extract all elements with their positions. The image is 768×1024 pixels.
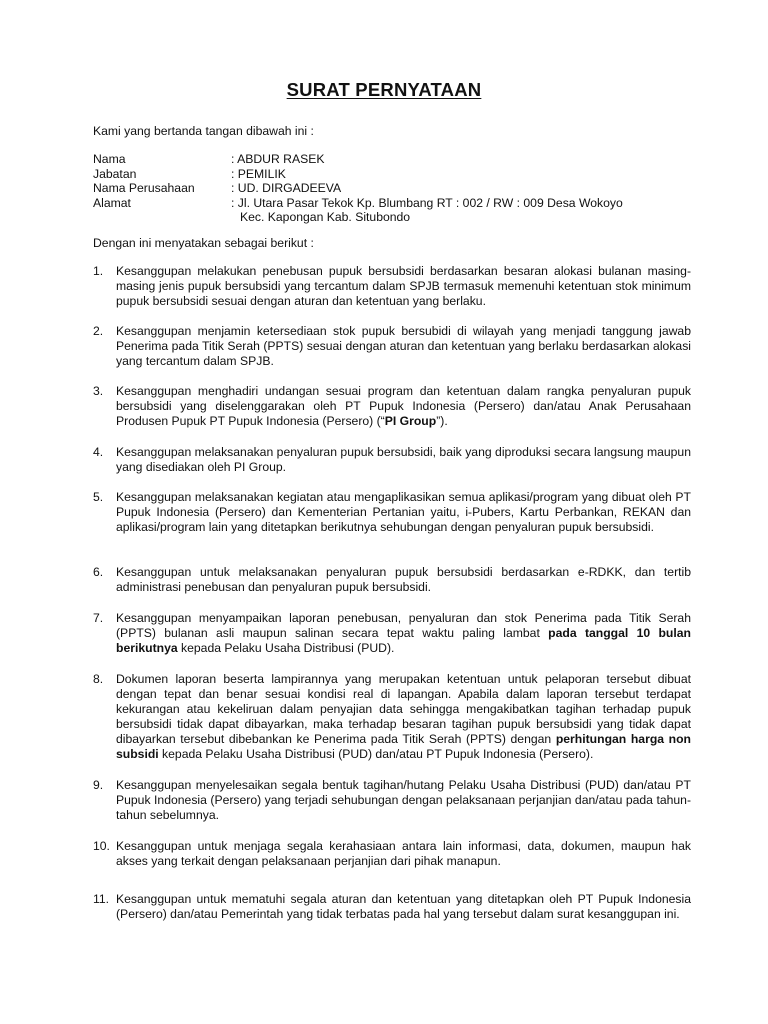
item-number: 5. xyxy=(93,490,104,504)
item-number: 6. xyxy=(93,565,104,579)
item-text-run: Dokumen laporan beserta lampirannya yang merupakan ketentuan untuk pelaporan tersebut dibuat dengan tepat dan benar sesuai kondisi real di lapangan. Apabila dalam laporan tersebut terdapat kekurangan atau kekeliruan dalam penyajian data sehingga mengakibatkan tagihan terhadap pupuk bersubsidi tidak dapat dibayarkan, maka terhadap besaran tagihan pupuk bersubsidi yang tidak dapat dibayarkan tersebut dibebankan ke Penerima pada Titik Serah (PPTS) dengan xyxy=(116,672,691,746)
item-text-bold: PI Group xyxy=(384,414,437,428)
item-text xyxy=(116,672,691,762)
item-text xyxy=(116,892,691,922)
item-text xyxy=(116,839,691,869)
item-text xyxy=(116,384,691,429)
identity-value: : UD. DIRGADEEVA xyxy=(231,181,342,195)
item-number: 4. xyxy=(93,445,104,459)
statement-item-2 xyxy=(93,324,691,369)
identity-value: : ABDUR RASEK xyxy=(231,152,325,166)
item-text-bold: pada tanggal 10 bulan berikutnya xyxy=(116,626,691,655)
item-text-run: Kesanggupan untuk mematuhi segala aturan dan ketentuan yang ditetapkan oleh PT Pupuk Indonesia (Persero) dan/atau Pemerintah yang tidak terbatas pada hal yang tersebut dalam surat kesanggupan ini. xyxy=(116,892,691,921)
item-text-run: Kesanggupan menjamin ketersediaan stok pupuk bersubidi di wilayah yang menjadi tanggung jawab Penerima pada Titik Serah (PPTS) sesuai dengan aturan dan ketentuan yang berlaku berdasarkan alokasi yang tercantum dalam SPJB. xyxy=(116,324,691,368)
item-text-run: Kesanggupan menyampaikan laporan penebusan, penyaluran dan stok Penerima pada Titik Serah (PPTS) bulanan asli maupun salinan secara tepat waktu paling lambat xyxy=(116,611,691,640)
identity-label: Alamat xyxy=(93,195,131,210)
identity-row-name xyxy=(93,152,693,167)
identity-label: Jabatan xyxy=(93,166,137,181)
item-number: 9. xyxy=(93,778,104,792)
statement-item-9 xyxy=(93,778,691,823)
item-text xyxy=(116,490,691,535)
item-text xyxy=(116,611,691,656)
item-text-run: Kesanggupan untuk menjaga segala kerahasiaan antara lain informasi, data, dokumen, maupun hak akses yang terkait dengan pelaksanaan perjanjian dari pihak manapun. xyxy=(116,839,691,868)
item-number: 8. xyxy=(93,672,104,686)
identity-row-company xyxy=(93,181,693,196)
item-text xyxy=(116,778,691,823)
identity-row-address xyxy=(93,196,693,211)
item-number: 10. xyxy=(93,839,110,853)
item-text-bold: perhitungan harga non subsidi xyxy=(116,732,691,761)
item-text xyxy=(116,264,691,309)
statement-item-8 xyxy=(93,672,691,762)
statement-item-4 xyxy=(93,445,691,475)
identity-value: : PEMILIK xyxy=(231,166,286,181)
item-text-run: Kesanggupan untuk melaksanakan penyaluran pupuk bersubsidi berdasarkan e-RDKK, dan tertib administrasi penebusan dan penyaluran pupuk bersubsidi. xyxy=(116,565,691,594)
identity-block xyxy=(93,152,693,225)
statement-item-11 xyxy=(93,892,691,922)
statement-item-6 xyxy=(93,565,691,595)
identity-row-position xyxy=(93,167,693,182)
item-text xyxy=(116,324,691,369)
item-text-run: kepada Pelaku Usaha Distribusi (PUD). xyxy=(177,641,395,655)
item-text-run: Kesanggupan melakukan penebusan pupuk bersubsidi berdasarkan besaran alokasi bulanan masing-masing jenis pupuk bersubsidi yang tercantum dalam SPJB termasuk memenuhi ketentuan stok minimum pupuk bersubsidi sesuai dengan aturan dan ketentuan yang berlaku. xyxy=(116,264,691,308)
item-text-run: Kesanggupan melaksanakan kegiatan atau mengaplikasikan semua aplikasi/program yang dibuat oleh PT Pupuk Indonesia (Persero) dan Kementerian Pertanian yaitu, i-Pubers, Kartu Perbankan, REKAN dan aplikasi/program lain yang ditetapkan berikutnya sehubungan dengan penyaluran pupuk bersubsidi. xyxy=(116,490,691,534)
item-number: 1. xyxy=(93,264,104,278)
item-number: 7. xyxy=(93,611,104,625)
item-text xyxy=(116,445,691,475)
statement-item-7 xyxy=(93,611,691,656)
address-continuation: Kec. Kapongan Kab. Situbondo xyxy=(240,210,411,224)
statement-item-5 xyxy=(93,490,691,535)
identity-label: Nama xyxy=(93,152,126,166)
statement-item-1 xyxy=(93,264,691,309)
item-number: 3. xyxy=(93,384,104,398)
document-title: SURAT PERNYATAAN xyxy=(286,79,482,100)
item-text-run: ”). xyxy=(436,414,448,428)
item-text-run: Kesanggupan menghadiri undangan sesuai program dan ketentuan dalam rangka penyaluran pupuk bersubsidi yang diselenggarakan oleh PT Pupuk Indonesia (Persero) dan/atau Anak Perusahaan Produsen Pupuk PT Pupuk Indonesia (Persero) (“ xyxy=(116,384,691,428)
declaration-intro: Dengan ini menyatakan sebagai berikut : xyxy=(93,236,314,250)
identity-label: Nama Perusahaan xyxy=(93,181,195,195)
item-text-run: Kesanggupan menyelesaikan segala bentuk tagihan/hutang Pelaku Usaha Distribusi (PUD) dan/atau PT Pupuk Indonesia (Persero) yang terjadi sehubungan dengan pelaksanaan perjanjian dan/atau pada tahun-tahun sebelumnya. xyxy=(116,778,691,822)
item-text-run: kepada Pelaku Usaha Distribusi (PUD) dan/atau PT Pupuk Indonesia (Persero). xyxy=(158,747,594,761)
statement-item-10 xyxy=(93,839,691,869)
intro-line: Kami yang bertanda tangan dibawah ini : xyxy=(93,124,314,138)
item-number: 2. xyxy=(93,324,104,338)
item-text xyxy=(116,565,691,595)
statement-item-3 xyxy=(93,384,691,429)
item-number: 11. xyxy=(93,892,110,906)
item-text-run: Kesanggupan melaksanakan penyaluran pupuk bersubsidi, baik yang diproduksi secara langsung maupun yang disediakan oleh PI Group. xyxy=(116,445,691,474)
identity-value: : Jl. Utara Pasar Tekok Kp. Blumbang RT : 002 / RW : 009 Desa Wokoyo xyxy=(231,195,623,210)
